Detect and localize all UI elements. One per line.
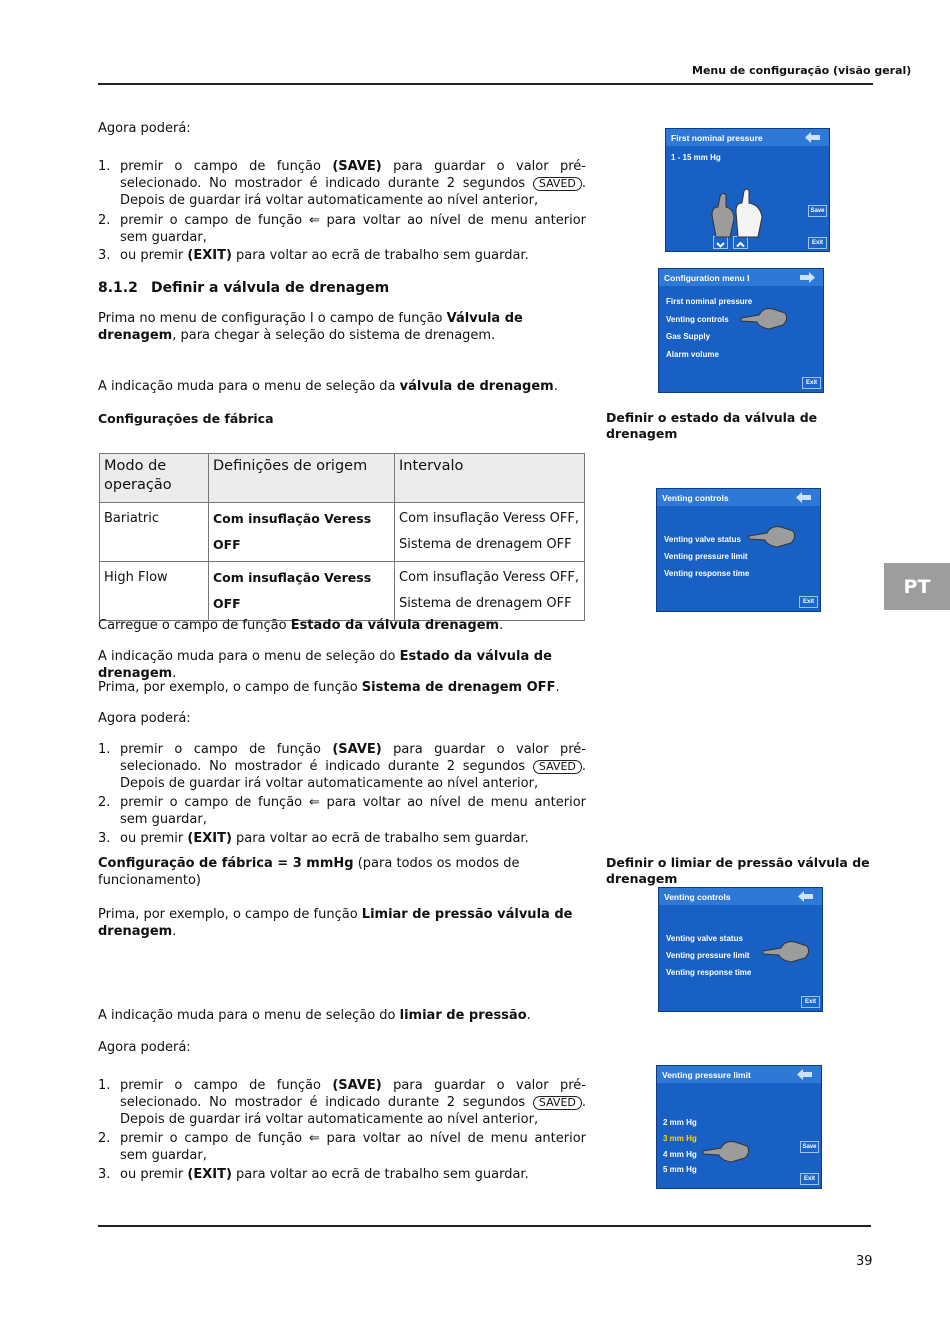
column-header: Intervalo [395, 454, 585, 503]
list-item: 2. premir o campo de função ⇐ para voltar ao nível de menu anterior sem guardar, [98, 213, 586, 245]
chevron-down-icon [714, 239, 727, 250]
pointing-hand-icon [761, 938, 811, 964]
screen-venting-controls [656, 488, 821, 612]
intro-text: Agora poderá: [98, 121, 191, 136]
table-row [100, 503, 585, 562]
header-rule [98, 83, 873, 85]
menu-item[interactable]: First nominal pressure [666, 297, 753, 306]
intro-text: Agora poderá: [98, 711, 191, 726]
exit-button[interactable]: Exit [808, 237, 827, 249]
paragraph: A indicação muda para o menu de seleção do Estado da válvula de drenagem. [98, 649, 552, 681]
screen-venting-pressure-limit [656, 1065, 822, 1189]
option-item-selected[interactable]: 3 mm Hg [663, 1134, 697, 1143]
exit-button[interactable]: Exit [799, 596, 818, 608]
pointing-hand-icon [701, 1138, 751, 1164]
column-header: Modo de operação [100, 454, 209, 503]
saved-indicator: SAVED [533, 760, 582, 774]
forward-arrow-icon[interactable] [799, 272, 815, 283]
value-range: 1 - 15 mm Hg [671, 153, 721, 162]
table-header-row [100, 454, 585, 503]
footer-rule [98, 1225, 871, 1227]
screen-title: Venting controls [659, 888, 822, 905]
list-item: 1. premir o campo de função (SAVE) para guardar o valor pré-selecionado. No mostrador é indicado durante 2 segundos SAVED . Depois de guardar irá voltar automaticamente ao nível anterior, [98, 1078, 586, 1127]
list-item: 2. premir o campo de função ⇐ para voltar ao nível de menu anterior sem guardar, [98, 795, 586, 827]
intro-text: Agora poderá: [98, 1040, 191, 1055]
pointing-hand-icon [747, 523, 797, 549]
back-arrow-icon[interactable] [797, 1069, 813, 1080]
menu-item[interactable]: Venting valve status [666, 934, 743, 943]
pointing-hand-icon [739, 305, 789, 331]
save-button[interactable]: Save [808, 205, 827, 217]
screen-title: First nominal pressure [666, 129, 829, 146]
exit-button[interactable]: Exit [802, 377, 821, 389]
list-item: 2. premir o campo de função ⇐ para voltar ao nível de menu anterior sem guardar, [98, 1131, 586, 1163]
menu-item[interactable]: Alarm volume [666, 350, 719, 359]
option-item[interactable]: 4 mm Hg [663, 1150, 697, 1159]
paragraph: Prima, por exemplo, o campo de função Limiar de pressão válvula de drenagem. [98, 907, 573, 939]
pointing-hands-icon [708, 187, 768, 239]
paragraph: A indicação muda para o menu de seleção da válvula de drenagem. [98, 379, 558, 394]
option-item[interactable]: 5 mm Hg [663, 1165, 697, 1174]
table-cell: Com insuflação Veress OFF, Sistema de drenagem OFF [395, 503, 585, 562]
chevron-up-icon [734, 239, 747, 250]
paragraph: Prima no menu de configuração I o campo de função Válvula de drenagem, para chegar à seleção do sistema de drenagem. [98, 311, 523, 343]
table-row [100, 562, 585, 621]
language-tab: PT [884, 563, 950, 610]
table-cell: Bariatric [100, 503, 209, 562]
screen-venting-controls [658, 887, 823, 1012]
menu-item[interactable]: Venting controls [666, 315, 729, 324]
paragraph: Prima, por exemplo, o campo de função Sistema de drenagem OFF. [98, 680, 560, 695]
list-item: 3. ou premir (EXIT) para voltar ao ecrã de trabalho sem guardar. [98, 1167, 529, 1182]
table-cell: Com insuflação Veress OFF [209, 562, 395, 621]
table-cell: Com insuflação Veress OFF [209, 503, 395, 562]
list-item: 1. premir o campo de função (SAVE) para guardar o valor pré-selecionado. No mostrador é indicado durante 2 segundos SAVED . Depois de guardar irá voltar automaticamente ao nível anterior, [98, 159, 586, 208]
menu-item[interactable]: Venting pressure limit [664, 552, 748, 561]
saved-indicator: SAVED [533, 1096, 582, 1110]
screen-title: Configuration menu I [659, 269, 823, 286]
paragraph: A indicação muda para o menu de seleção do limiar de pressão. [98, 1008, 531, 1023]
paragraph: Carregue o campo de função Estado da válvula drenagem. [98, 618, 504, 633]
exit-button[interactable]: Exit [800, 1173, 819, 1185]
saved-indicator: SAVED [533, 177, 582, 191]
save-button[interactable]: Save [800, 1141, 819, 1153]
menu-item[interactable]: Venting pressure limit [666, 951, 750, 960]
factory-settings-label: Configurações de fábrica [98, 411, 274, 426]
back-arrow-icon[interactable] [796, 492, 812, 503]
paragraph: Configuração de fábrica = 3 mmHg (para todos os modos de funcionamento) [98, 856, 520, 888]
menu-item[interactable]: Venting response time [664, 569, 750, 578]
exit-button[interactable]: Exit [801, 996, 820, 1008]
list-item: 1. premir o campo de função (SAVE) para guardar o valor pré-selecionado. No mostrador é indicado durante 2 segundos SAVED . Depois de guardar irá voltar automaticamente ao nível anterior, [98, 742, 586, 791]
screen-first-nominal-pressure [665, 128, 830, 252]
option-item[interactable]: 2 mm Hg [663, 1118, 697, 1127]
menu-item[interactable]: Venting valve status [664, 535, 741, 544]
back-arrow-icon[interactable] [798, 891, 814, 902]
section-heading: 8.1.2 Definir a válvula de drenagem [98, 280, 390, 296]
list-item: 3. ou premir (EXIT) para voltar ao ecrã de trabalho sem guardar. [98, 831, 529, 846]
table-cell: Com insuflação Veress OFF, Sistema de drenagem OFF [395, 562, 585, 621]
page-number: 39 [856, 1254, 873, 1269]
screen-title: Venting pressure limit [657, 1066, 821, 1083]
table-cell: High Flow [100, 562, 209, 621]
factory-settings-table [99, 453, 585, 621]
menu-item[interactable]: Gas Supply [666, 332, 711, 341]
list-item: 3. ou premir (EXIT) para voltar ao ecrã de trabalho sem guardar. [98, 248, 529, 263]
running-header: Menu de configuração (visão geral) [692, 64, 912, 77]
back-arrow-icon[interactable] [805, 132, 821, 143]
screen-configuration-menu [658, 268, 824, 393]
menu-item[interactable]: Venting response time [666, 968, 752, 977]
column-header: Definições de origem [209, 454, 395, 503]
figure-caption: Definir o estado da válvula de drenagem [606, 410, 818, 441]
figure-caption: Definir o limiar de pressão válvula de drenagem [606, 855, 870, 886]
screen-title: Venting controls [657, 489, 820, 506]
